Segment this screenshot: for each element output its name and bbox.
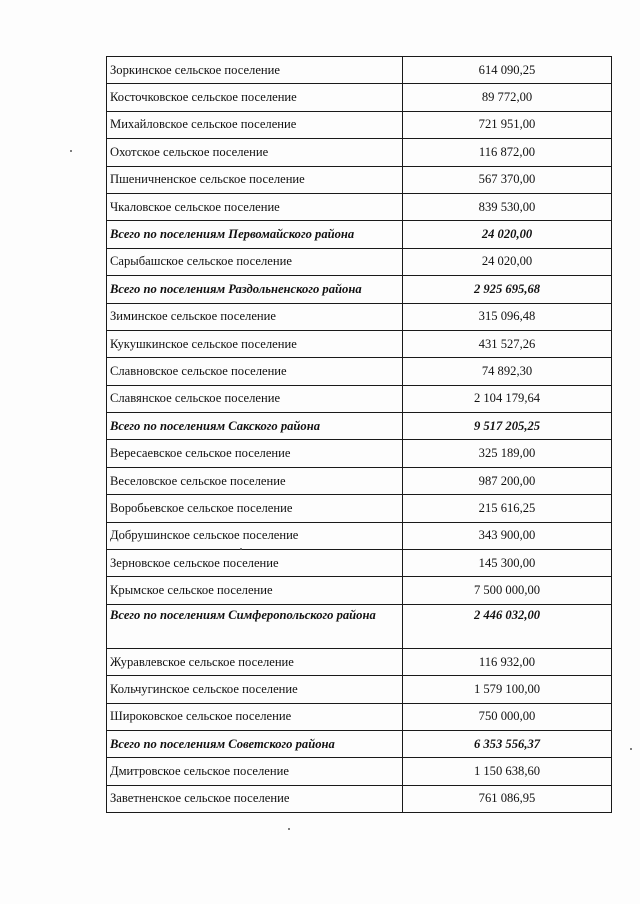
table-row — [107, 440, 612, 467]
settlement-name: Охотское сельское поселение — [107, 139, 403, 166]
settlement-amount: 315 096,48 — [403, 303, 612, 330]
district-total-row — [107, 730, 612, 757]
table-row — [107, 303, 612, 330]
settlement-amount: 567 370,00 — [403, 166, 612, 193]
settlement-amount: 116 932,00 — [403, 648, 612, 675]
table-row — [107, 676, 612, 703]
settlement-amount: 721 951,00 — [403, 111, 612, 138]
settlement-amount: 24 020,00 — [403, 248, 612, 275]
settlement-amount: 614 090,25 — [403, 57, 612, 84]
settlement-amount: 987 200,00 — [403, 467, 612, 494]
table-row — [107, 84, 612, 111]
district-total-row — [107, 413, 612, 440]
table-row — [107, 703, 612, 730]
settlement-amount: 89 772,00 — [403, 84, 612, 111]
scan-speck — [630, 748, 632, 750]
settlement-name: Кольчугинское сельское поселение — [107, 676, 403, 703]
district-total-row — [107, 221, 612, 248]
settlement-name: Кукушкинское сельское поселение — [107, 330, 403, 357]
table-row — [107, 111, 612, 138]
table-row — [107, 577, 612, 604]
settlement-name: Воробьевское сельское поселение — [107, 495, 403, 522]
settlement-name: Зоркинское сельское поселение — [107, 57, 403, 84]
table-row — [107, 358, 612, 385]
settlement-name: Дмитровское сельское поселение — [107, 758, 403, 785]
scan-speck — [70, 150, 72, 152]
district-total-amount: 6 353 556,37 — [403, 730, 612, 757]
settlement-amount: 7 500 000,00 — [403, 577, 612, 604]
table-body — [107, 57, 612, 813]
table-row — [107, 139, 612, 166]
settlement-name: Веселовское сельское поселение — [107, 467, 403, 494]
table-row — [107, 522, 612, 549]
settlement-amount: 74 892,30 — [403, 358, 612, 385]
settlement-name: Сарыбашское сельское поселение — [107, 248, 403, 275]
settlement-amount: 761 086,95 — [403, 785, 612, 812]
table-row — [107, 330, 612, 357]
district-total-amount: 2 446 032,00 — [403, 604, 612, 648]
settlement-amount: 343 900,00 — [403, 522, 612, 549]
table-row — [107, 785, 612, 812]
district-total-label: Всего по поселениям Раздольненского района — [107, 276, 403, 303]
district-total-row — [107, 276, 612, 303]
scan-speck — [240, 548, 242, 550]
table-row — [107, 248, 612, 275]
settlement-amount: 431 527,26 — [403, 330, 612, 357]
settlement-name: Вересаевское сельское поселение — [107, 440, 403, 467]
table-row — [107, 648, 612, 675]
table-row — [107, 495, 612, 522]
district-total-label: Всего по поселениям Сакского района — [107, 413, 403, 440]
table-row — [107, 57, 612, 84]
settlements-budget-table — [106, 56, 612, 813]
settlement-name: Михайловское сельское поселение — [107, 111, 403, 138]
district-total-label: Всего по поселениям Первомайского района — [107, 221, 403, 248]
settlement-name: Чкаловское сельское поселение — [107, 193, 403, 220]
settlement-name: Журавлевское сельское поселение — [107, 648, 403, 675]
settlement-amount: 2 104 179,64 — [403, 385, 612, 412]
table-row — [107, 385, 612, 412]
table-row — [107, 166, 612, 193]
table-row — [107, 550, 612, 577]
settlement-name: Славновское сельское поселение — [107, 358, 403, 385]
settlement-amount: 839 530,00 — [403, 193, 612, 220]
settlement-name: Заветненское сельское поселение — [107, 785, 403, 812]
table-row — [107, 758, 612, 785]
settlement-name: Добрушинское сельское поселение — [107, 522, 403, 549]
district-total-row — [107, 604, 612, 648]
settlement-amount: 1 579 100,00 — [403, 676, 612, 703]
settlement-name: Зиминское сельское поселение — [107, 303, 403, 330]
district-total-amount: 2 925 695,68 — [403, 276, 612, 303]
settlement-name: Славянское сельское поселение — [107, 385, 403, 412]
district-total-label: Всего по поселениям Симферопольского района — [107, 604, 403, 648]
settlement-amount: 750 000,00 — [403, 703, 612, 730]
district-total-label: Всего по поселениям Советского района — [107, 730, 403, 757]
table-row — [107, 193, 612, 220]
settlement-name: Пшеничненское сельское поселение — [107, 166, 403, 193]
settlement-amount: 325 189,00 — [403, 440, 612, 467]
district-total-amount: 24 020,00 — [403, 221, 612, 248]
settlement-amount: 116 872,00 — [403, 139, 612, 166]
settlement-amount: 1 150 638,60 — [403, 758, 612, 785]
settlement-name: Косточковское сельское поселение — [107, 84, 403, 111]
settlement-amount: 145 300,00 — [403, 550, 612, 577]
district-total-amount: 9 517 205,25 — [403, 413, 612, 440]
settlement-name: Крымское сельское поселение — [107, 577, 403, 604]
settlement-name: Зерновское сельское поселение — [107, 550, 403, 577]
settlement-amount: 215 616,25 — [403, 495, 612, 522]
table-row — [107, 467, 612, 494]
settlement-name: Широковское сельское поселение — [107, 703, 403, 730]
scan-speck — [288, 828, 290, 830]
